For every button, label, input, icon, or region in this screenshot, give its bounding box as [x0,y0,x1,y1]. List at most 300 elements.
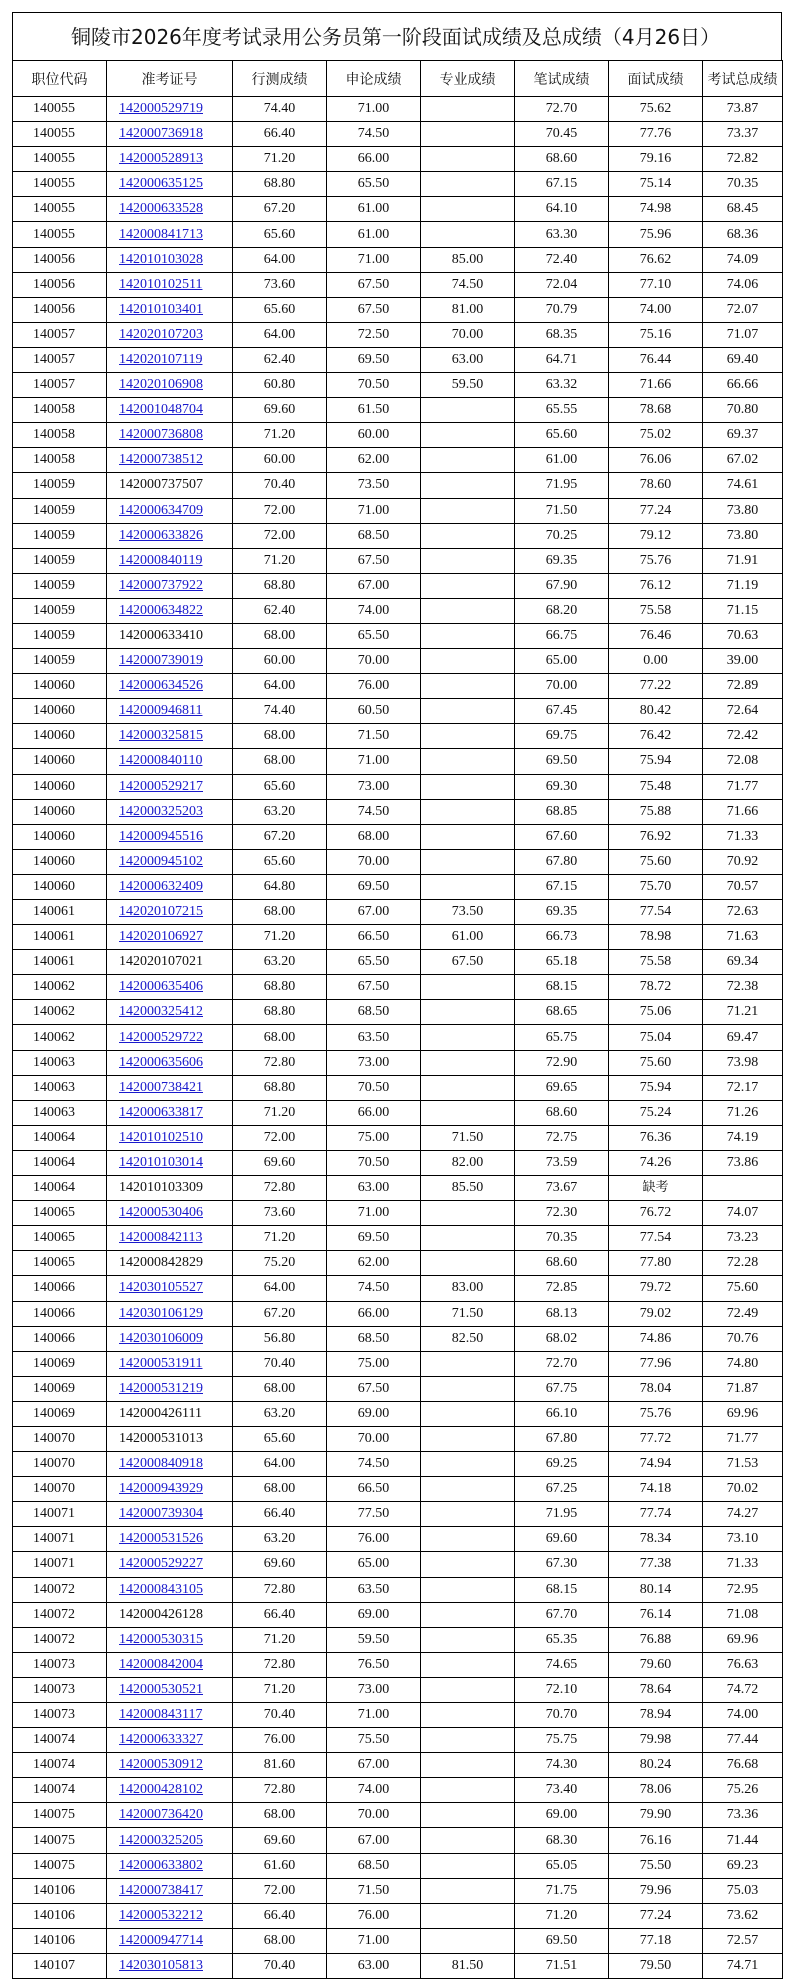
written-score-cell: 72.40 [515,247,609,272]
aptitude-score-cell: 64.00 [233,1276,327,1301]
table-row [13,1050,783,1075]
specialty-score-cell [421,1000,515,1025]
aptitude-score-cell: 69.60 [233,1150,327,1175]
essay-score-cell: 59.50 [327,1627,421,1652]
ticket-number-cell [107,1677,233,1702]
ticket-number-link[interactable]: 142000634709 [119,502,203,518]
ticket-number-link[interactable]: 142000633327 [119,1732,203,1748]
ticket-number-link[interactable]: 142010102511 [119,276,203,292]
aptitude-score-cell: 71.20 [233,1100,327,1125]
ticket-number-link[interactable]: 142001048704 [119,402,203,418]
aptitude-score-cell: 67.20 [233,1301,327,1326]
aptitude-score-cell: 68.00 [233,1376,327,1401]
aptitude-score-cell: 65.60 [233,222,327,247]
ticket-number-link[interactable]: 142000529227 [119,1556,203,1572]
interview-score-cell: 75.14 [609,172,703,197]
ticket-number-link[interactable]: 142010103014 [119,1154,203,1170]
ticket-number-link[interactable]: 142000841713 [119,226,203,242]
ticket-number-link[interactable]: 142000738417 [119,1882,203,1898]
aptitude-score-cell: 73.60 [233,1201,327,1226]
interview-score-cell: 78.64 [609,1677,703,1702]
interview-score-cell: 75.48 [609,774,703,799]
position-code-cell: 140055 [13,222,107,247]
total-score-cell: 69.96 [703,1627,783,1652]
ticket-number-link[interactable]: 142030106129 [119,1305,203,1321]
ticket-number-cell [107,1853,233,1878]
written-score-cell: 64.71 [515,347,609,372]
table-row [13,498,783,523]
ticket-number-cell [107,1025,233,1050]
specialty-score-cell: 71.50 [421,1125,515,1150]
ticket-number-cell [107,1928,233,1953]
written-score-cell: 69.35 [515,548,609,573]
ticket-number-link[interactable]: 142000530912 [119,1757,203,1773]
total-score-cell: 71.33 [703,1552,783,1577]
ticket-number-link[interactable]: 142000737922 [119,577,203,593]
written-score-cell: 69.65 [515,1075,609,1100]
interview-score-cell: 77.54 [609,1226,703,1251]
interview-score-cell: 71.66 [609,373,703,398]
interview-score-cell: 79.98 [609,1728,703,1753]
total-score-cell: 74.27 [703,1502,783,1527]
essay-score-cell: 71.00 [327,1928,421,1953]
ticket-number-cell [107,498,233,523]
position-code-cell: 140073 [13,1703,107,1728]
position-code-cell: 140058 [13,448,107,473]
specialty-score-cell [421,1351,515,1376]
ticket-number-link[interactable]: 142000739304 [119,1506,203,1522]
interview-score-cell: 77.72 [609,1426,703,1451]
ticket-number-link[interactable]: 142000532212 [119,1907,203,1923]
table-row [13,1276,783,1301]
aptitude-score-cell: 68.00 [233,1477,327,1502]
written-score-cell: 65.60 [515,423,609,448]
total-score-cell: 73.62 [703,1903,783,1928]
interview-score-cell: 79.12 [609,523,703,548]
position-code-cell: 140064 [13,1176,107,1201]
specialty-score-cell: 61.00 [421,925,515,950]
specialty-score-cell [421,1753,515,1778]
written-score-cell: 65.55 [515,398,609,423]
written-score-cell: 75.75 [515,1728,609,1753]
interview-score-cell: 75.76 [609,1401,703,1426]
ticket-number-cell [107,172,233,197]
essay-score-cell: 70.50 [327,1075,421,1100]
header-specialty-score: 专业成绩 [421,61,515,97]
essay-score-cell: 67.00 [327,1828,421,1853]
ticket-number-link[interactable]: 142000635406 [119,979,203,995]
position-code-cell: 140069 [13,1401,107,1426]
written-score-cell: 69.35 [515,900,609,925]
specialty-score-cell [421,1652,515,1677]
table-row [13,1953,783,1978]
ticket-number-cell: 142020107021 [107,950,233,975]
aptitude-score-cell: 81.60 [233,1753,327,1778]
page-title: 铜陵市2026年度考试录用公务员第一阶段面试成绩及总成绩（4月26日） [12,12,782,60]
specialty-score-cell [421,1703,515,1728]
specialty-score-cell [421,1903,515,1928]
ticket-number-link[interactable]: 142000529217 [119,778,203,794]
table-row [13,1301,783,1326]
ticket-number-cell [107,297,233,322]
written-score-cell: 67.15 [515,172,609,197]
ticket-number-link[interactable]: 142000528913 [119,151,203,167]
ticket-number-link[interactable]: 142000945516 [119,828,203,844]
specialty-score-cell [421,172,515,197]
ticket-number-link[interactable]: 142020106908 [119,377,203,393]
position-code-cell: 140059 [13,473,107,498]
aptitude-score-cell: 72.80 [233,1050,327,1075]
essay-score-cell: 66.00 [327,147,421,172]
interview-score-cell: 75.60 [609,1050,703,1075]
ticket-number-link[interactable]: 142000738512 [119,452,203,468]
essay-score-cell: 66.50 [327,925,421,950]
specialty-score-cell [421,1878,515,1903]
table-row [13,1627,783,1652]
ticket-number-link[interactable]: 142020107215 [119,904,203,920]
ticket-number-link[interactable]: 142000531911 [119,1355,203,1371]
essay-score-cell: 70.00 [327,1426,421,1451]
ticket-number-cell [107,1100,233,1125]
total-score-cell: 73.37 [703,122,783,147]
total-score-cell: 74.09 [703,247,783,272]
aptitude-score-cell: 69.60 [233,1552,327,1577]
position-code-cell: 140065 [13,1226,107,1251]
total-score-cell: 72.38 [703,975,783,1000]
ticket-number-link[interactable]: 142030105813 [119,1957,203,1973]
ticket-number-link[interactable]: 142000325205 [119,1832,203,1848]
specialty-score-cell: 71.50 [421,1301,515,1326]
ticket-number-link[interactable]: 142000736918 [119,126,203,142]
ticket-number-link[interactable]: 142000946811 [119,703,203,719]
essay-score-cell: 63.00 [327,1176,421,1201]
ticket-number-link[interactable]: 142000530521 [119,1681,203,1697]
ticket-number-link[interactable]: 142000325412 [119,1004,203,1020]
position-code-cell: 140063 [13,1050,107,1075]
total-score-cell: 72.49 [703,1301,783,1326]
position-code-cell: 140062 [13,1025,107,1050]
total-score-cell: 70.02 [703,1477,783,1502]
position-code-cell: 140069 [13,1351,107,1376]
aptitude-score-cell: 68.00 [233,900,327,925]
ticket-number-link[interactable]: 142000634526 [119,678,203,694]
written-score-cell: 71.50 [515,498,609,523]
essay-score-cell: 68.50 [327,1853,421,1878]
aptitude-score-cell: 72.80 [233,1577,327,1602]
total-score-cell: 71.26 [703,1100,783,1125]
interview-score-cell: 75.02 [609,423,703,448]
ticket-number-cell [107,322,233,347]
essay-score-cell: 76.00 [327,1903,421,1928]
position-code-cell: 140107 [13,1953,107,1978]
written-score-cell: 67.75 [515,1376,609,1401]
ticket-number-link[interactable]: 142020106927 [119,929,203,945]
total-score-cell: 71.63 [703,925,783,950]
essay-score-cell: 69.00 [327,1602,421,1627]
ticket-number-link[interactable]: 142000736420 [119,1807,203,1823]
table-row [13,1903,783,1928]
aptitude-score-cell: 68.00 [233,623,327,648]
total-score-cell: 69.23 [703,1853,783,1878]
essay-score-cell: 61.50 [327,398,421,423]
ticket-number-link[interactable]: 142010102510 [119,1129,203,1145]
total-score-cell: 70.80 [703,398,783,423]
interview-score-cell: 78.04 [609,1376,703,1401]
ticket-number-link[interactable]: 142010103028 [119,251,203,267]
ticket-number-link[interactable]: 142000739019 [119,653,203,669]
aptitude-score-cell: 60.00 [233,649,327,674]
interview-score-cell: 76.42 [609,724,703,749]
interview-score-cell: 77.74 [609,1502,703,1527]
interview-score-cell: 80.24 [609,1753,703,1778]
written-score-cell: 65.75 [515,1025,609,1050]
ticket-number-link[interactable]: 142030106009 [119,1330,203,1346]
specialty-score-cell [421,197,515,222]
ticket-number-cell [107,1803,233,1828]
interview-score-cell: 缺考 [609,1176,703,1201]
aptitude-score-cell: 63.20 [233,950,327,975]
aptitude-score-cell: 62.40 [233,598,327,623]
interview-score-cell: 0.00 [609,649,703,674]
aptitude-score-cell: 60.00 [233,448,327,473]
interview-score-cell: 76.46 [609,623,703,648]
interview-score-cell: 80.42 [609,699,703,724]
header-written-score: 笔试成绩 [515,61,609,97]
interview-score-cell: 75.58 [609,950,703,975]
interview-score-cell: 78.06 [609,1778,703,1803]
ticket-number-link[interactable]: 142010103401 [119,301,203,317]
essay-score-cell: 71.00 [327,247,421,272]
table-row [13,1376,783,1401]
ticket-number-link[interactable]: 142000843105 [119,1581,203,1597]
aptitude-score-cell: 67.20 [233,824,327,849]
essay-score-cell: 68.50 [327,1326,421,1351]
interview-score-cell: 76.72 [609,1201,703,1226]
written-score-cell: 71.51 [515,1953,609,1978]
ticket-number-link[interactable]: 142000635606 [119,1054,203,1070]
ticket-number-link[interactable]: 142030105527 [119,1280,203,1296]
aptitude-score-cell: 66.40 [233,1502,327,1527]
position-code-cell: 140074 [13,1753,107,1778]
ticket-number-link[interactable]: 142000842113 [119,1230,203,1246]
ticket-number-link[interactable]: 142020107203 [119,326,203,342]
aptitude-score-cell: 72.80 [233,1176,327,1201]
ticket-number-link[interactable]: 142000736808 [119,427,203,443]
position-code-cell: 140070 [13,1426,107,1451]
table-row [13,925,783,950]
ticket-number-link[interactable]: 142000635125 [119,176,203,192]
aptitude-score-cell: 69.60 [233,398,327,423]
written-score-cell: 72.10 [515,1677,609,1702]
table-row [13,1326,783,1351]
position-code-cell: 140065 [13,1251,107,1276]
position-code-cell: 140060 [13,799,107,824]
essay-score-cell: 74.50 [327,122,421,147]
specialty-score-cell: 83.00 [421,1276,515,1301]
total-score-cell: 74.61 [703,473,783,498]
ticket-number-link[interactable]: 142000428102 [119,1782,203,1798]
ticket-number-link[interactable]: 142000633802 [119,1857,203,1873]
specialty-score-cell [421,1376,515,1401]
aptitude-score-cell: 71.20 [233,1226,327,1251]
ticket-number-link[interactable]: 142000840119 [119,552,203,568]
written-score-cell: 65.00 [515,649,609,674]
specialty-score-cell [421,1728,515,1753]
written-score-cell: 69.25 [515,1452,609,1477]
table-row [13,398,783,423]
ticket-number-link[interactable]: 142000738421 [119,1079,203,1095]
total-score-cell: 77.44 [703,1728,783,1753]
total-score-cell: 69.47 [703,1025,783,1050]
written-score-cell: 63.32 [515,373,609,398]
interview-score-cell: 77.24 [609,498,703,523]
aptitude-score-cell: 68.80 [233,1075,327,1100]
interview-score-cell: 76.44 [609,347,703,372]
total-score-cell: 71.77 [703,1426,783,1451]
written-score-cell: 73.40 [515,1778,609,1803]
essay-score-cell: 71.50 [327,1878,421,1903]
essay-score-cell: 75.50 [327,1728,421,1753]
position-code-cell: 140060 [13,699,107,724]
table-row [13,1878,783,1903]
ticket-number-link[interactable]: 142000529719 [119,101,203,117]
table-row [13,1100,783,1125]
ticket-number-cell [107,1351,233,1376]
specialty-score-cell [421,749,515,774]
specialty-score-cell [421,1928,515,1953]
specialty-score-cell: 59.50 [421,373,515,398]
ticket-number-cell [107,1903,233,1928]
total-score-cell: 70.76 [703,1326,783,1351]
essay-score-cell: 70.00 [327,649,421,674]
specialty-score-cell [421,1828,515,1853]
essay-score-cell: 74.00 [327,598,421,623]
table-row [13,523,783,548]
table-row [13,1351,783,1376]
specialty-score-cell [421,1025,515,1050]
total-score-cell: 75.60 [703,1276,783,1301]
position-code-cell: 140061 [13,900,107,925]
ticket-number-link[interactable]: 142000633817 [119,1104,203,1120]
total-score-cell: 68.45 [703,197,783,222]
written-score-cell: 65.35 [515,1627,609,1652]
table-row [13,749,783,774]
ticket-number-link[interactable]: 142000840918 [119,1456,203,1472]
ticket-number-cell [107,548,233,573]
interview-score-cell: 79.16 [609,147,703,172]
essay-score-cell: 73.50 [327,473,421,498]
written-score-cell: 70.35 [515,1226,609,1251]
position-code-cell: 140060 [13,674,107,699]
ticket-number-cell [107,1477,233,1502]
ticket-number-cell: 142010103309 [107,1176,233,1201]
ticket-number-cell [107,598,233,623]
ticket-number-link[interactable]: 142000634822 [119,602,203,618]
ticket-number-cell [107,1150,233,1175]
ticket-number-link[interactable]: 142000530406 [119,1205,203,1221]
ticket-number-cell [107,272,233,297]
interview-score-cell: 78.72 [609,975,703,1000]
ticket-number-cell [107,849,233,874]
ticket-number-link[interactable]: 142000947714 [119,1932,203,1948]
essay-score-cell: 67.50 [327,548,421,573]
interview-score-cell: 75.60 [609,849,703,874]
ticket-number-cell [107,1226,233,1251]
ticket-number-link[interactable]: 142000843117 [119,1707,203,1723]
total-score-cell: 73.36 [703,1803,783,1828]
ticket-number-cell [107,222,233,247]
total-score-cell: 71.33 [703,824,783,849]
ticket-number-link[interactable]: 142000840110 [119,753,203,769]
table-row [13,1803,783,1828]
written-score-cell: 67.30 [515,1552,609,1577]
total-score-cell: 72.64 [703,699,783,724]
table-row [13,1025,783,1050]
ticket-number-cell [107,724,233,749]
position-code-cell: 140061 [13,950,107,975]
position-code-cell: 140074 [13,1728,107,1753]
ticket-number-link[interactable]: 142000633528 [119,201,203,217]
specialty-score-cell [421,1778,515,1803]
aptitude-score-cell: 71.20 [233,423,327,448]
ticket-number-link[interactable]: 142000325203 [119,803,203,819]
ticket-number-link[interactable]: 142000842004 [119,1656,203,1672]
interview-score-cell: 77.80 [609,1251,703,1276]
ticket-number-link[interactable]: 142000633826 [119,527,203,543]
ticket-number-link[interactable]: 142000529722 [119,1029,203,1045]
essay-score-cell: 71.00 [327,749,421,774]
ticket-number-link[interactable]: 142000531219 [119,1380,203,1396]
specialty-score-cell [421,699,515,724]
table-row [13,1477,783,1502]
total-score-cell: 71.07 [703,322,783,347]
position-code-cell: 140070 [13,1477,107,1502]
ticket-number-cell [107,247,233,272]
total-score-cell: 71.66 [703,799,783,824]
position-code-cell: 140059 [13,623,107,648]
ticket-number-link[interactable]: 142000325815 [119,728,203,744]
table-row [13,1703,783,1728]
table-row [13,674,783,699]
essay-score-cell: 65.50 [327,950,421,975]
total-score-cell: 67.02 [703,448,783,473]
total-score-cell: 73.23 [703,1226,783,1251]
table-row [13,724,783,749]
ticket-number-link[interactable]: 142000632409 [119,878,203,894]
ticket-number-cell [107,925,233,950]
header-position-code: 职位代码 [13,61,107,97]
ticket-number-cell [107,1703,233,1728]
ticket-number-link[interactable]: 142000945102 [119,853,203,869]
table-row [13,1677,783,1702]
essay-score-cell: 74.50 [327,1276,421,1301]
ticket-number-link[interactable]: 142000943929 [119,1481,203,1497]
specialty-score-cell: 70.00 [421,322,515,347]
essay-score-cell: 69.50 [327,1226,421,1251]
total-score-cell: 70.35 [703,172,783,197]
ticket-number-link[interactable]: 142020107119 [119,351,203,367]
aptitude-score-cell: 71.20 [233,1677,327,1702]
specialty-score-cell [421,1075,515,1100]
position-code-cell: 140071 [13,1502,107,1527]
ticket-number-link[interactable]: 142000530315 [119,1631,203,1647]
interview-score-cell: 80.14 [609,1577,703,1602]
table-row [13,1753,783,1778]
specialty-score-cell [421,1803,515,1828]
aptitude-score-cell: 64.00 [233,247,327,272]
ticket-number-cell [107,523,233,548]
ticket-number-link[interactable]: 142000531526 [119,1531,203,1547]
